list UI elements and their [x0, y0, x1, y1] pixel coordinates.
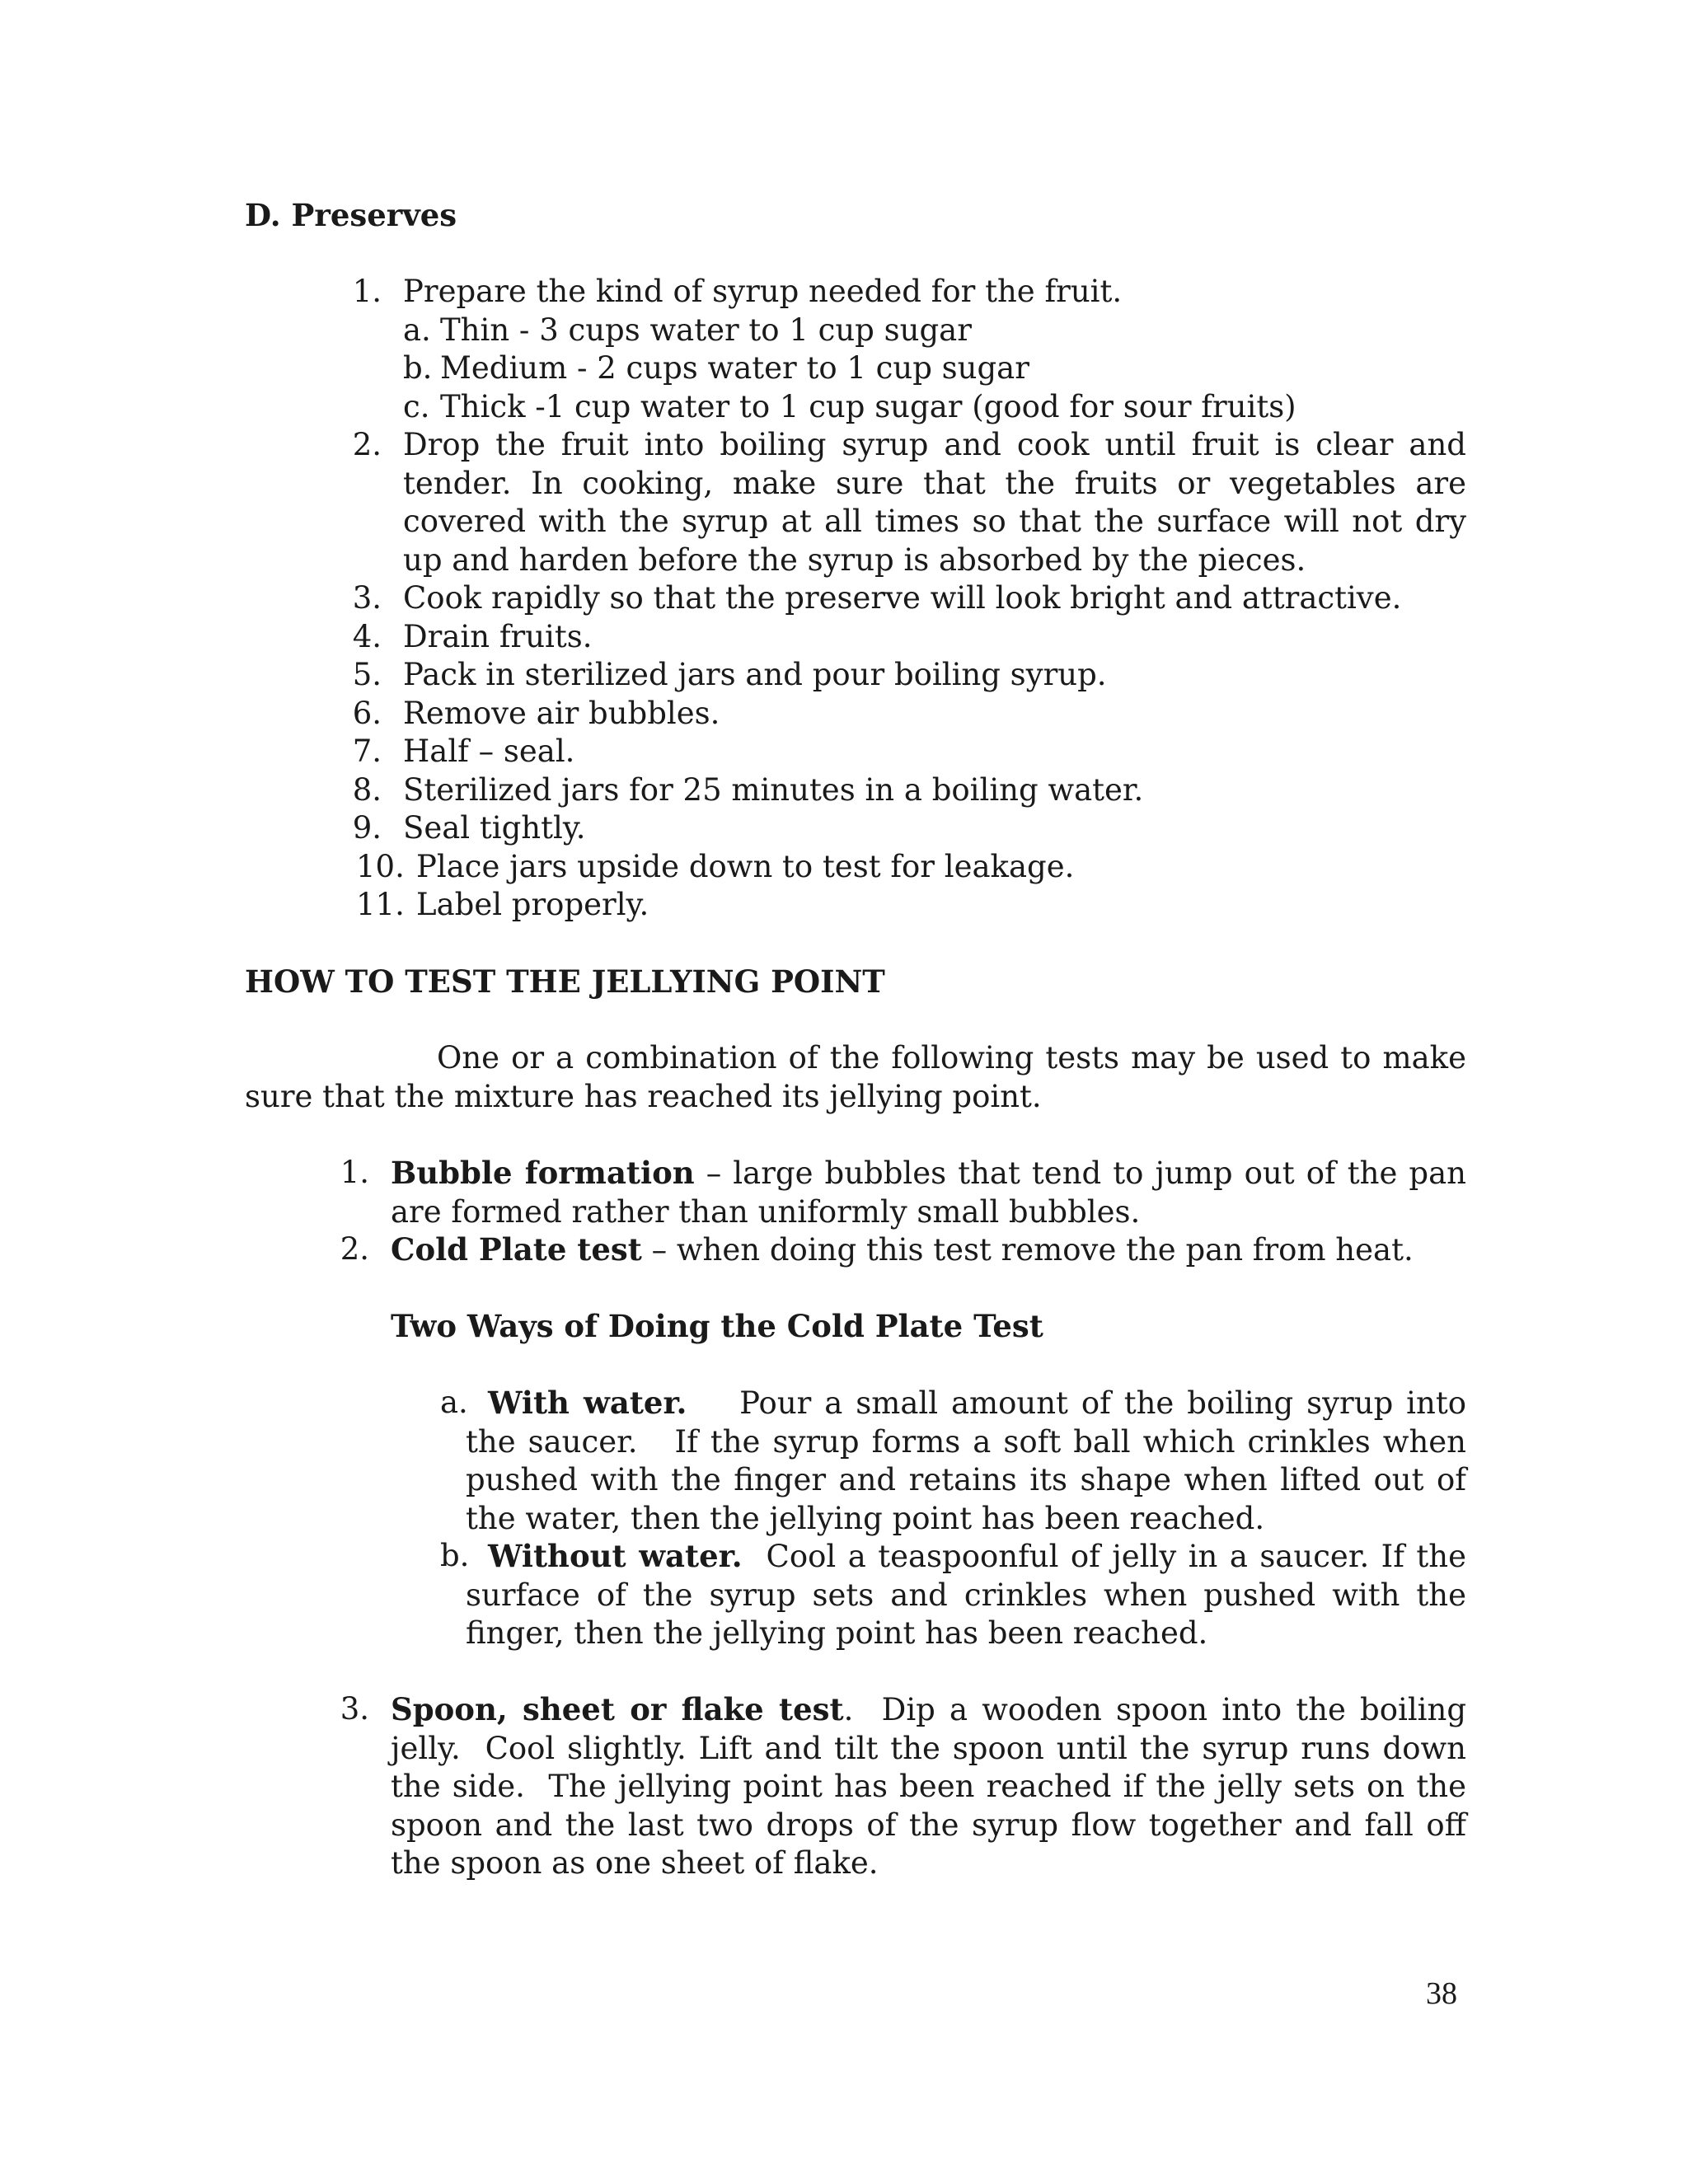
step-number: 6.: [352, 696, 382, 731]
step-text: Cook rapidly so that the preserve will look bright and attractive.: [403, 580, 1402, 616]
syrup-letter: b.: [403, 350, 433, 386]
way-letter: b.: [440, 1538, 470, 1573]
page-number: 38: [1426, 1976, 1457, 2011]
step-number: 2.: [352, 427, 382, 462]
way-term: With water.: [488, 1385, 687, 1421]
step-text: Drain fruits.: [403, 619, 593, 654]
step-text: Half – seal.: [403, 733, 575, 769]
way-letter: a.: [440, 1385, 468, 1420]
step-number: 3.: [352, 580, 382, 616]
test-number: 3.: [340, 1691, 369, 1727]
test-item: [391, 1154, 1466, 1231]
step-number: 10.: [356, 849, 405, 884]
syrup-text: Thin - 3 cups water to 1 cup sugar: [440, 312, 972, 348]
step-text: Prepare the kind of syrup needed for the fruit.: [403, 274, 1123, 309]
step-number: 1.: [352, 274, 382, 309]
step-text: Sterilized jars for 25 minutes in a boiling water.: [403, 772, 1144, 808]
test-term: Spoon, sheet or flake test: [391, 1691, 844, 1727]
test-number: 1.: [340, 1155, 369, 1190]
way-item: [466, 1537, 1476, 1653]
step-number: 4.: [352, 619, 382, 654]
section-title-jellying-point: HOW TO TEST THE JELLYING POINT: [245, 963, 885, 1000]
way-item: [466, 1384, 1476, 1538]
intro-paragraph: One or a combination of the following tests may be used to make sure that the mixture has reached its jellying point.: [245, 1040, 1466, 1114]
step-number: 8.: [352, 772, 382, 808]
test-term: Cold Plate test: [391, 1231, 642, 1268]
test-text: – when doing this test remove the pan from heat.: [641, 1232, 1414, 1268]
step-number: 11.: [356, 887, 405, 922]
step-number: 9.: [352, 810, 382, 846]
step-number: 7.: [352, 733, 382, 769]
syrup-letter: c.: [403, 389, 430, 424]
test-item: [391, 1690, 1476, 1883]
way-text: Cool a teaspoonful of jelly in a saucer. If the surface of the syrup sets and crinkles when pushed with the finger, then the jellying point has been reached.: [466, 1539, 1476, 1652]
step-text: Place jars upside down to test for leakage.: [416, 849, 1075, 884]
syrup-text: Medium - 2 cups water to 1 cup sugar: [440, 350, 1029, 386]
step-text: Remove air bubbles.: [403, 696, 720, 731]
step-text: Label properly.: [416, 887, 649, 922]
test-number: 2.: [340, 1231, 369, 1267]
cold-plate-title: Two Ways of Doing the Cold Plate Test: [391, 1308, 1043, 1344]
syrup-text: Thick -1 cup water to 1 cup sugar (good for sour fruits): [440, 389, 1296, 424]
step-text: Pack in sterilized jars and pour boiling syrup.: [403, 657, 1107, 692]
step-number: 5.: [352, 657, 382, 692]
way-term: Without water.: [488, 1538, 743, 1574]
section-title-preserves: D. Preserves: [245, 197, 457, 233]
test-item: [391, 1230, 1466, 1270]
syrup-letter: a.: [403, 312, 431, 348]
step-text: Drop the fruit into boiling syrup and cook until fruit is clear and tender. In cooking, make sure that the fruits or vegetables are covered with the syrup at all times so that the surface will not dry up and harden before the syrup is absorbed by the pieces.: [403, 427, 1466, 578]
test-text: – large bubbles that tend to jump out of the pan are formed rather than uniformly small bubbles.: [391, 1155, 1466, 1230]
way-text: Pour a small amount of the boiling syrup into the saucer. If the syrup forms a soft ball which crinkles when pushed with the finger and retains its shape when lifted out of the water, then the jellying point has been reached.: [466, 1385, 1476, 1536]
step-text: Seal tightly.: [403, 810, 586, 846]
test-term: Bubble formation: [391, 1155, 695, 1191]
test-text: . Dip a wooden spoon into the boiling jelly. Cool slightly. Lift and tilt the spoon until the syrup runs down the side. The jellying point has been reached if the jelly sets on the spoon and the last two drops of the syrup flow together and fall off the spoon as one sheet of flake.: [391, 1692, 1476, 1882]
